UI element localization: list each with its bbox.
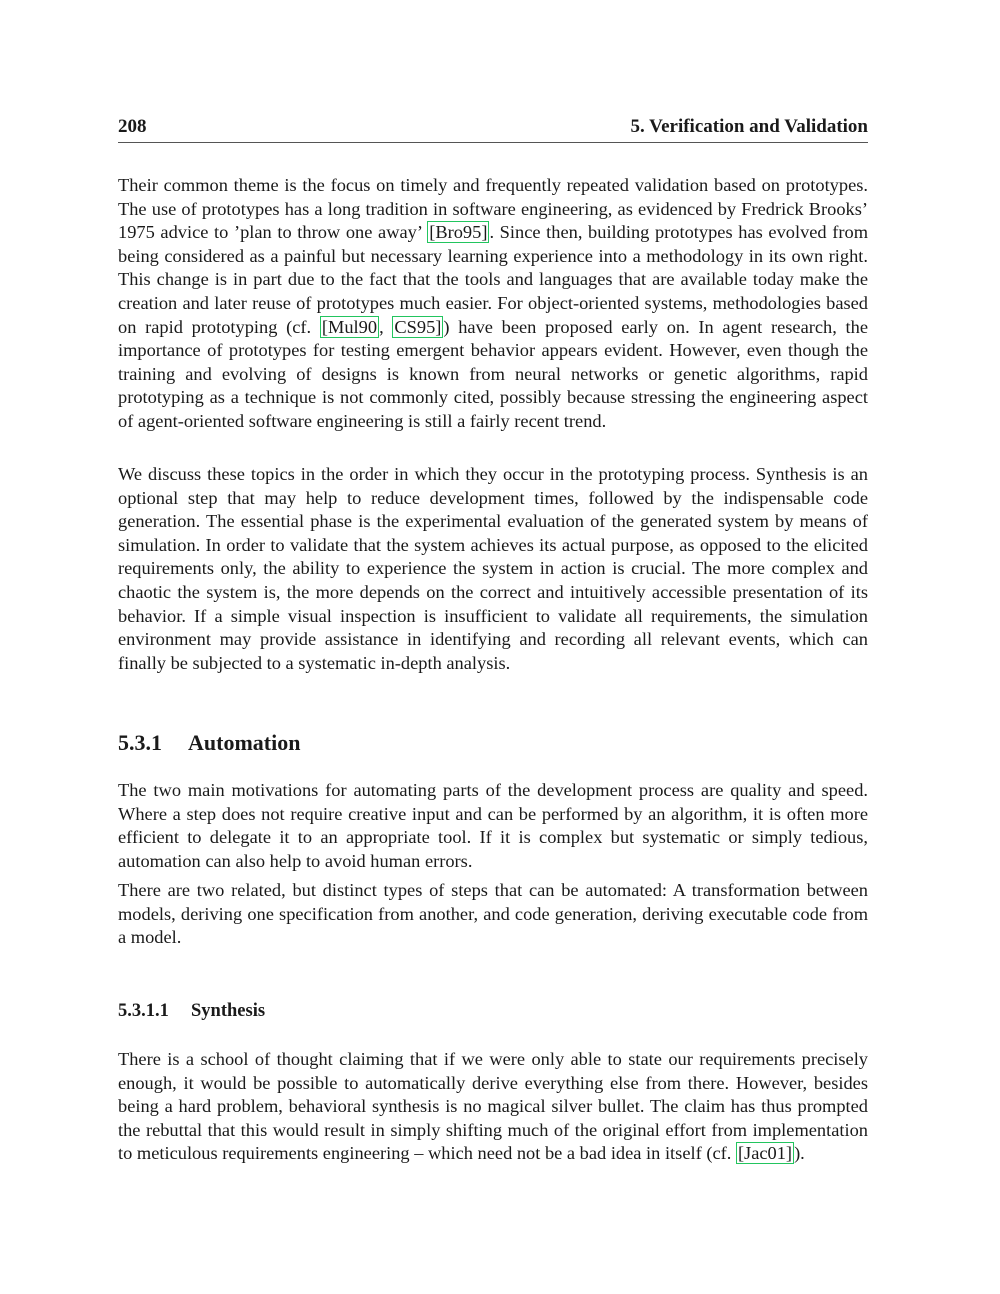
paragraph-2-block	[118, 463, 868, 675]
section-number: 5.3.1	[118, 730, 162, 755]
citation-jac01[interactable]: [Jac01]	[737, 1143, 793, 1164]
page-number: 208	[118, 116, 147, 137]
section-5-3-1-heading	[118, 730, 868, 756]
paragraph-1-block	[118, 174, 868, 434]
paragraph-5-block	[118, 1048, 868, 1166]
paragraph-4-block	[118, 879, 868, 950]
section-title: Automation	[188, 730, 301, 755]
paragraph-3: The two main motivations for automating parts of the development process are quality and speed. Where a step does not require creative input and can be performed by an algorithm, it is often more efficient to delegate it to an appropriate tool. If it is complex but systematic or simply tedious, automation can also help to avoid human errors.	[118, 780, 868, 871]
subsection-number: 5.3.1.1	[118, 1001, 169, 1021]
running-header	[118, 116, 868, 143]
paragraph-4: There are two related, but distinct types of steps that can be automated: A transformation between models, deriving one specification from another, and code generation, deriving executable code from a model.	[118, 880, 868, 948]
subsection-5-3-1-1-heading	[118, 1001, 868, 1022]
chapter-title: 5. Verification and Validation	[630, 116, 868, 137]
paragraph-3-block	[118, 779, 868, 873]
paragraph-5: There is a school of thought claiming that if we were only able to state our requirements precisely enough, it would be possible to automatically derive everything else from there. However, besides being a hard problem, behavioral synthesis is no magical silver bullet. The claim has thus prompted the rebuttal that this would result in simply shifting much of the original effort from implementation to meticulous requirements engineering – which need not be a bad idea in itself (cf. [Jac01] ).	[118, 1049, 868, 1164]
paragraph-2: We discuss these topics in the order in which they occur in the prototyping process. Synthesis is an optional step that may help to reduce development times, followed by the indispensable code generation. The essential phase is the experimental evaluation of the generated system by means of simulation. In order to validate that the system achieves its actual purpose, as opposed to the elicited requirements only, the ability to experience the system in action is crucial. The more complex and chaotic the system is, the more depends on the correct and intuitively accessible presentation of its behavior. If a simple visual inspection is insufficient to validate all requirements, the simulation environment may provide assistance in identifying and recording all relevant events, which can finally be subjected to a systematic in-depth analysis.	[118, 464, 868, 673]
citation-bro95[interactable]: [Bro95]	[429, 222, 488, 243]
paragraph-1: Their common theme is the focus on timely and frequently repeated validation based on prototypes. The use of prototypes has a long tradition in software engineering, as evidenced by Fredrick Brooks’ 1975 advice to ’plan to throw one away’ [Bro95] . Since then, building prototypes has evolved from being considered as a painful but necessary learning experience into a methodology in its own right. This change is in part due to the fact that the tools and languages that are available today make the creation and later reuse of prototypes much easier. For object-oriented systems, methodologies based on rapid prototyping (cf. [Mul90 , CS95] ) have been proposed early on. In agent research, the importance of prototypes for testing emergent behavior appears evident. However, even though the training and evolving of designs is known from neural networks or genetic algorithms, rapid prototyping as a technique is not commonly cited, possibly because stressing the engineering aspect of agent-oriented software engineering is still a fairly recent trend.	[118, 175, 868, 431]
citation-cs95[interactable]: CS95]	[394, 316, 442, 337]
citation-mul90[interactable]: [Mul90	[321, 316, 378, 337]
subsection-title: Synthesis	[191, 1001, 266, 1021]
